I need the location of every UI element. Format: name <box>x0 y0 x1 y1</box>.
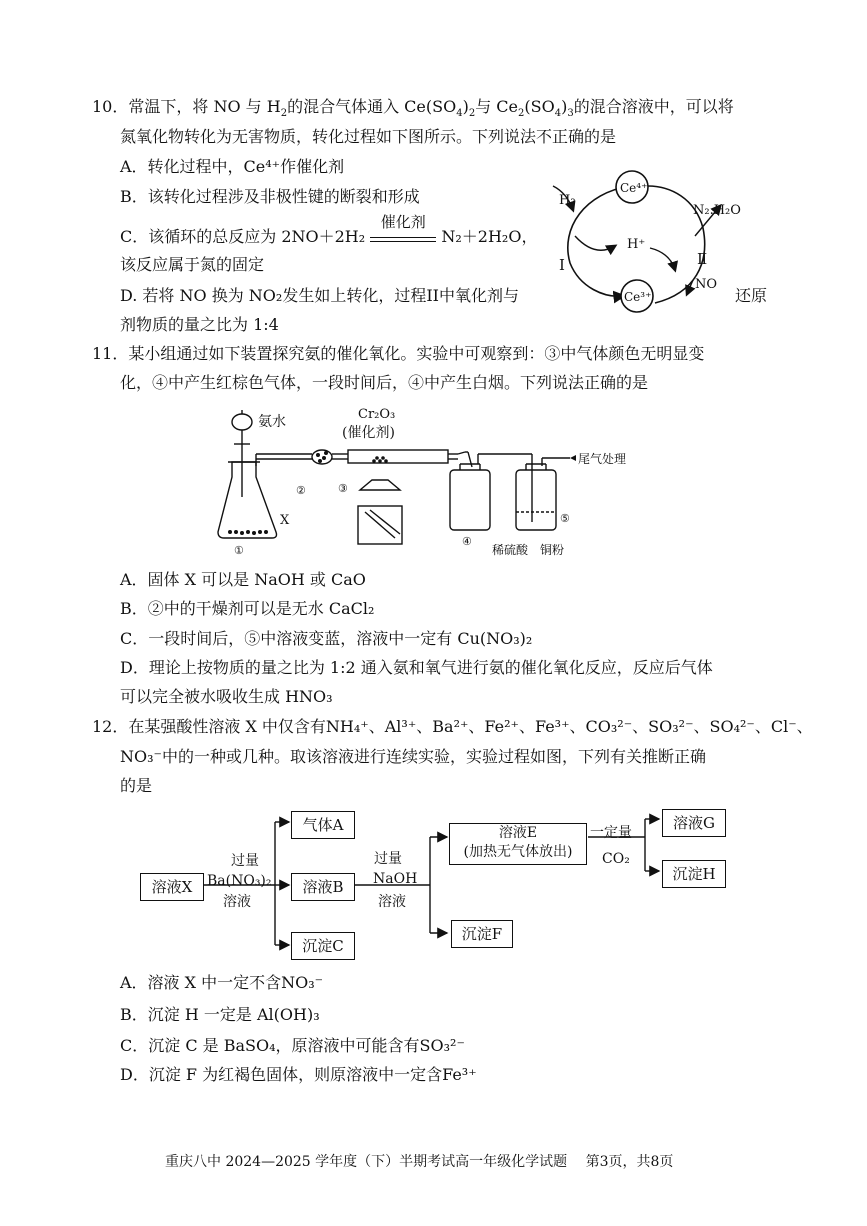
solution-e-box <box>449 823 587 865</box>
reagent1-b: Ba(NO₃)₂ <box>207 873 272 889</box>
hplus-label: H⁺ <box>627 237 646 252</box>
q11-option-a: A．固体 X 可以是 NaOH 或 CaO <box>120 570 366 589</box>
precipitate-h-box: 沉淀H <box>662 860 726 888</box>
cr2o3-label: Cr₂O₃ <box>358 407 396 422</box>
q10-line2: 氮氧化物转化为无害物质，转化过程如下图所示。下列说法不正确的是 <box>120 127 617 146</box>
q12-line2: NO₃⁻中的一种或几种。取该溶液进行连续实验，实验过程如图，下列有关推断正确 <box>120 747 706 766</box>
dilute-acid-label: 稀硫酸 <box>492 543 529 557</box>
label-3: ③ <box>338 482 348 495</box>
ammonia-oxidation-apparatus <box>210 402 650 558</box>
q12-option-b: B．沉淀 H 一定是 Al(OH)₃ <box>120 1005 320 1024</box>
q10-line1: 10．常温下，将 NO 与 $H_2$的混合气体通入 $Ce(SO_4)_2$与 $Ce_2(SO_4)_3$的混合溶液中，可以将 <box>92 97 734 120</box>
precipitate-c-box: 沉淀C <box>291 932 355 960</box>
reagent2-a: 过量 <box>374 851 402 867</box>
q10-option-c-2: 该反应属于氮的固定 <box>120 255 265 274</box>
label-1: ① <box>234 544 244 557</box>
h2-label: H₂ <box>559 193 576 208</box>
reagent1-c: 溶液 <box>223 894 251 910</box>
catalyst-equals: 催化剂 <box>370 227 436 242</box>
q12-line1: 12．在某强酸性溶液 X 中仅含有NH₄⁺、Al³⁺、Ba²⁺、Fe²⁺、Fe³⁺、CO₃²⁻、SO₃²⁻、SO₄²⁻、Cl⁻、 <box>92 717 813 736</box>
q11-option-b: B．②中的干燥剂可以是无水 CaCl₂ <box>120 599 375 618</box>
reagent3-b: CO₂ <box>602 851 630 867</box>
q11-line1: 11．某小组通过如下装置探究氨的催化氧化。实验中可观察到：③中气体颜色无明显变 <box>92 344 705 363</box>
catalyst-label: (催化剂) <box>342 425 395 441</box>
q11-line2: 化，④中产生红棕色气体，一段时间后，④中产生白烟。下列说法正确的是 <box>120 373 649 392</box>
solution-g-box: 溶液G <box>662 809 726 837</box>
ce3-label: Ce³⁺ <box>624 290 652 304</box>
page-footer: 重庆八中 2024—2025 学年度（下）半期考试高一年级化学试题 第3页，共8页 <box>165 1154 674 1170</box>
solution-b-box: 溶液B <box>291 873 355 901</box>
q12-option-a: A．溶液 X 中一定不含NO₃⁻ <box>120 973 324 992</box>
reagent1-a: 过量 <box>231 853 259 869</box>
label-4: ④ <box>462 535 472 548</box>
q10-option-b: B．该转化过程涉及非极性键的断裂和形成 <box>120 187 420 206</box>
copper-powder-label: 铜粉 <box>540 543 565 557</box>
label-5: ⑤ <box>560 512 570 525</box>
q11-option-d-1: D．理论上按物质的量之比为 1:2 通入氨和氧气进行氨的催化氧化反应，反应后气体 <box>120 658 713 677</box>
solution-e-note: (加热无气体放出) <box>463 844 573 860</box>
label-2: ② <box>296 484 306 497</box>
q12-option-d: D．沉淀 F 为红褐色固体，则原溶液中一定含Fe³⁺ <box>120 1065 477 1084</box>
roman-two: Ⅱ <box>697 250 708 268</box>
tail-gas-label: 尾气处理 <box>578 452 627 466</box>
precipitate-f-box: 沉淀F <box>451 920 513 948</box>
ce-cycle-diagram <box>545 168 770 318</box>
q10-option-c: C．该循环的总反应为 2NO＋2H₂ 催化剂 N₂＋2H₂O， <box>120 213 538 246</box>
ammonia-label: 氨水 <box>258 414 286 430</box>
no-label: NO <box>695 277 718 292</box>
reagent2-b: NaOH <box>373 871 418 887</box>
q11-option-c: C．一段时间后，⑤中溶液变蓝，溶液中一定有 Cu(NO₃)₂ <box>120 629 533 648</box>
solution-e-name: 溶液E <box>498 825 538 841</box>
solution-x-box: 溶液X <box>140 873 204 901</box>
ce4-label: Ce⁴⁺ <box>620 181 648 195</box>
solid-x-label: X <box>280 513 290 528</box>
roman-one: I <box>559 256 565 274</box>
q10-option-d-1b: 还原 <box>735 286 768 305</box>
n2h2o-label: N₂.H₂O <box>693 203 741 218</box>
reagent2-c: 溶液 <box>378 894 406 910</box>
q12-line3: 的是 <box>120 776 153 795</box>
q10-option-d-2: 剂物质的量之比为 1:4 <box>120 315 279 334</box>
q11-option-d-2: 可以完全被水吸收生成 HNO₃ <box>120 687 333 706</box>
reagent3-a: 一定量 <box>590 825 632 841</box>
q10-option-d-1: D. 若将 NO 换为 NO₂发生如上转化，过程II中氧化剂与 <box>120 286 519 305</box>
q10-option-a: A．转化过程中，Ce⁴⁺作催化剂 <box>120 157 345 176</box>
gas-a-box: 气体A <box>291 811 355 839</box>
q12-option-c: C．沉淀 C 是 BaSO₄，原溶液中可能含有SO₃²⁻ <box>120 1036 465 1055</box>
